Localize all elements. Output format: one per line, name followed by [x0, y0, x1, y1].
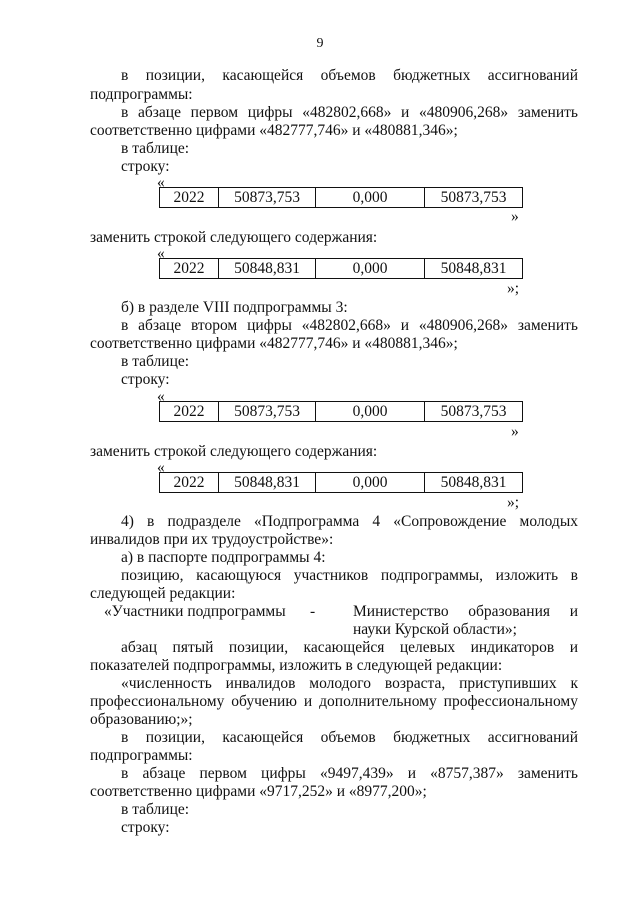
page-number: 9	[316, 36, 324, 51]
text-line: инвалидов при их трудоустройстве»:	[90, 531, 334, 548]
text-line: «численность инвалидов молодого возраста, приступивших к	[121, 675, 578, 692]
open-quote: «	[157, 459, 165, 476]
close-quote: »	[511, 423, 519, 440]
table-cell-regional: 50848,831	[425, 473, 523, 493]
table-cell-total: 50848,831	[219, 473, 316, 493]
close-quote: »;	[507, 280, 520, 297]
budget-table-row-new	[159, 258, 523, 279]
text-line: в таблице:	[121, 140, 190, 157]
table-cell-total: 50848,831	[219, 259, 316, 279]
text-line: абзац пятый позиции, касающейся целевых индикаторов и	[121, 639, 578, 656]
close-quote: »;	[507, 494, 520, 511]
table-cell-year: 2022	[160, 259, 219, 279]
budget-table-row-old	[159, 401, 523, 422]
text-line: в таблице:	[121, 353, 190, 370]
text-line: соответственно цифрами «482777,746» и «480881,346»;	[90, 335, 458, 352]
text-line: подпрограммы:	[90, 747, 193, 764]
table-cell-regional: 50848,831	[425, 259, 523, 279]
budget-table-row-new	[159, 472, 523, 493]
table-cell-federal: 0,000	[316, 402, 425, 422]
table-cell-federal: 0,000	[316, 188, 425, 208]
text-line: а) в паспорте подпрограммы 4:	[121, 549, 326, 566]
text-line: профессиональному обучению и дополнительному профессиональному	[90, 693, 578, 710]
text-line: показателей подпрограммы, изложить в следующей редакции:	[90, 657, 503, 674]
close-quote: »	[511, 208, 519, 225]
text-line: позицию, касающуюся участников подпрограммы, изложить в	[121, 567, 578, 584]
text-line: в позиции, касающейся объемов бюджетных ассигнований	[121, 729, 578, 746]
text-line: образованию;»;	[90, 711, 193, 728]
table-cell-regional: 50873,753	[425, 188, 523, 208]
open-quote: «	[157, 388, 165, 405]
text-line: 4) в подразделе «Подпрограмма 4 «Сопровождение молодых	[121, 513, 578, 530]
open-quote: «	[157, 174, 165, 191]
text-line: следующей редакции:	[90, 585, 236, 602]
text-line: подпрограммы:	[90, 86, 193, 103]
participants-label: «Участники подпрограммы	[104, 603, 286, 620]
text-line: строку:	[121, 158, 170, 175]
table-cell-regional: 50873,753	[425, 402, 523, 422]
table-cell-year: 2022	[160, 188, 219, 208]
text-line: науки Курской области»;	[353, 621, 517, 638]
participants-value: Министерство образования и	[353, 603, 578, 620]
text-line: в абзаце втором цифры «482802,668» и «480906,268» заменить	[121, 317, 578, 334]
dash: -	[310, 603, 316, 620]
text-line: соответственно цифрами «9717,252» и «8977,200»;	[90, 783, 427, 800]
text-line: заменить строкой следующего содержания:	[90, 229, 378, 246]
budget-table-row-old	[159, 187, 523, 208]
text-line: заменить строкой следующего содержания:	[90, 443, 378, 460]
table-cell-total: 50873,753	[219, 188, 316, 208]
text-line: строку:	[121, 819, 170, 836]
table-cell-year: 2022	[160, 473, 219, 493]
text-line: соответственно цифрами «482777,746» и «480881,346»;	[90, 122, 458, 139]
table-cell-federal: 0,000	[316, 259, 425, 279]
table-cell-total: 50873,753	[219, 402, 316, 422]
table-cell-year: 2022	[160, 402, 219, 422]
table-cell-federal: 0,000	[316, 473, 425, 493]
open-quote: «	[157, 245, 165, 262]
text-line: строку:	[121, 371, 170, 388]
text-line: в таблице:	[121, 801, 190, 818]
text-line: в абзаце первом цифры «9497,439» и «8757,387» заменить	[121, 765, 578, 782]
text-line: в позиции, касающейся объемов бюджетных ассигнований	[121, 67, 578, 84]
text-line: в абзаце первом цифры «482802,668» и «480906,268» заменить	[121, 104, 578, 121]
text-line: б) в разделе VIII подпрограммы 3:	[121, 299, 348, 316]
